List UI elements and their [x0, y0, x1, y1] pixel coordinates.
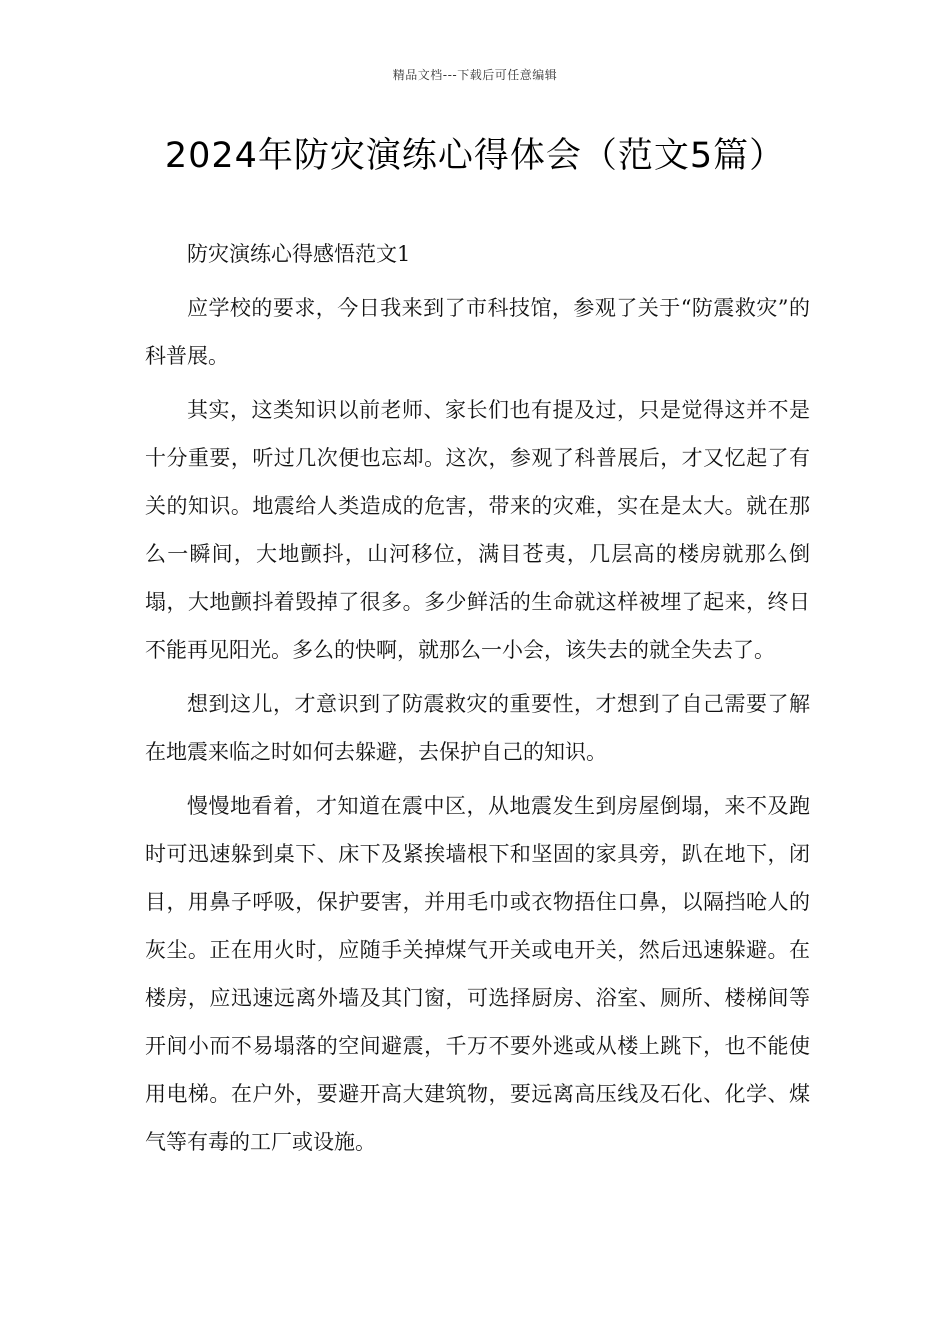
document-title: 2024年防灾演练心得体会（范文5篇） — [164, 136, 786, 176]
paragraph: 想到这儿，才意识到了防震救灾的重要性，才想到了自己需要了解在地震来临之时如何去躲避，去保护自己的知识。 — [145, 692, 810, 764]
section-heading: 防灾演练心得感悟范文1 — [187, 242, 411, 266]
paragraph: 其实，这类知识以前老师、家长们也有提及过，只是觉得这并不是十分重要，听过几次便也忘却。这次，参观了科普展后，才又忆起了有关的知识。地震给人类造成的危害，带来的灾难，实在是太大。就在那么一瞬间，大地颤抖，山河移位，满目苍夷，几层高的楼房就那么倒塌，大地颤抖着毁掉了很多。多少鲜活的生命就这样被埋了起来，终日不能再见阳光。多么的快啊，就那么一小会，该失去的就全失去了。 — [145, 398, 810, 662]
header-note: 精品文档---下载后可任意编辑 — [392, 68, 558, 82]
document-body — [145, 230, 810, 1172]
paragraph: 应学校的要求，今日我来到了市科技馆，参观了关于“防震救灾”的科普展。 — [145, 296, 810, 368]
paragraph: 慢慢地看着，才知道在震中区，从地震发生到房屋倒塌，来不及跑时可迅速躲到桌下、床下及紧挨墙根下和坚固的家具旁，趴在地下，闭目，用鼻子呼吸，保护要害，并用毛巾或衣物捂住口鼻，以隔挡呛人的灰尘。正在用火时，应随手关掉煤气开关或电开关，然后迅速躲避。在楼房，应迅速远离外墙及其门窗，可选择厨房、浴室、厕所、楼梯间等开间小而不易塌落的空间避震，千万不要外逃或从楼上跳下，也不能使用电梯。在户外，要避开高大建筑物，要远离高压线及石化、化学、煤气等有毒的工厂或设施。 — [145, 794, 810, 1154]
